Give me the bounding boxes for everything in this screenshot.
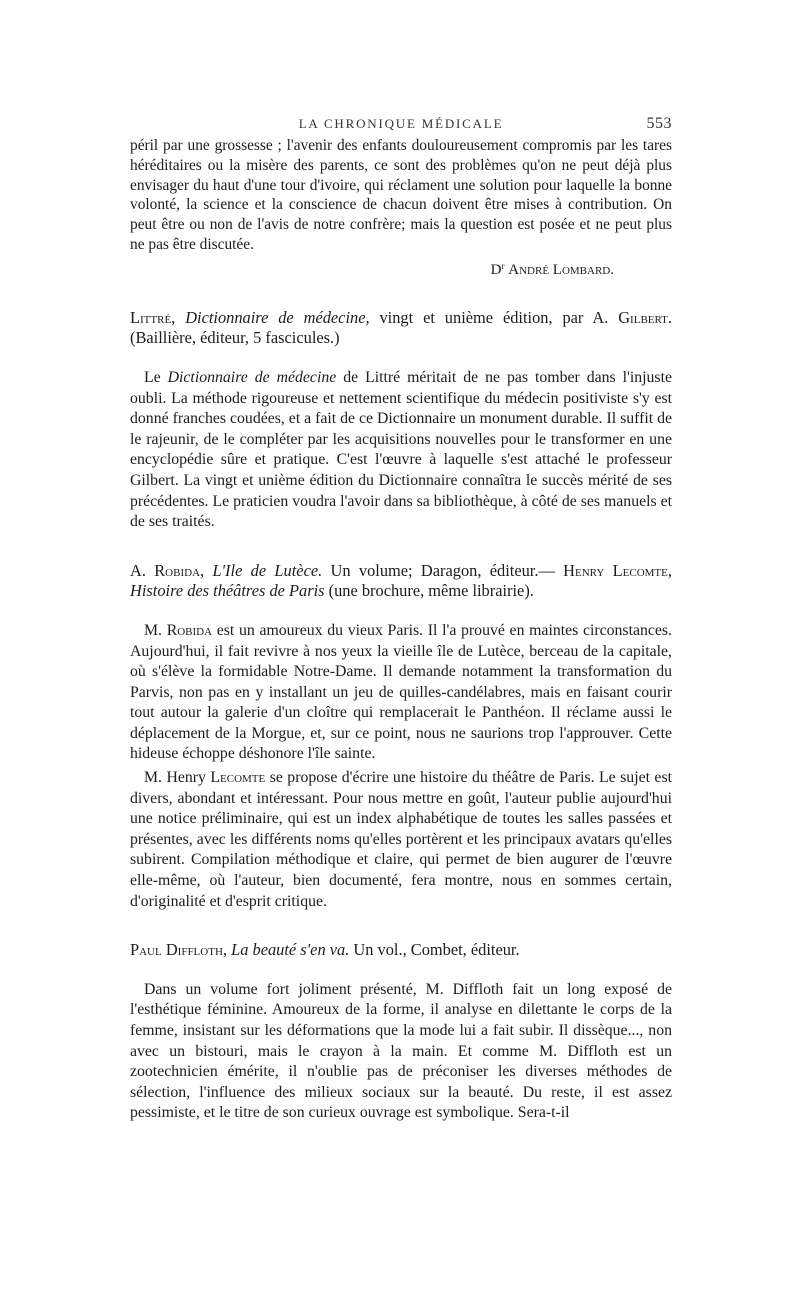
- body-work-title: Dictionnaire de médecine: [167, 368, 337, 386]
- review-publisher: . (Baillière, éditeur, 5 fascicules.): [130, 307, 672, 348]
- page-number: 553: [646, 115, 672, 132]
- review-title-theatres: Histoire des théâtres de Paris: [130, 581, 325, 601]
- review-body-lecomte: [130, 768, 672, 912]
- review-heading-diffloth: [130, 940, 672, 961]
- continued-paragraph: péril par une grossesse ; l'avenir des enfants douloureusement compromis par les tares héréditaires ou la misère des parents, ce sont des problèmes qu'on ne peut déjà plus envisager du haut d'une tour d'ivoire, qui réclament une solution pour laquelle la bonne volonté, la science et la conscience de chacun doivent être mises à contribution. On peut être ou non de l'avis de notre confrère; mais la question est posée et ne peut plus ne pas être discutée.: [130, 137, 672, 253]
- review-heading-robida: [130, 561, 672, 602]
- signature-title-sup: r: [501, 260, 505, 271]
- review-publisher-diffloth: Un vol., Combet, éditeur.: [349, 940, 520, 960]
- body-text: de Littré méritait de ne pas tomber dans l'injuste oubli. La méthode rigoureuse et nettement scientifique du médecin positiviste s'y est donné franches coudées, et a fait de ce Dictionnaire un monument durable. Il suffit de le rajeunir, de le compléter par les acquisitions nouvelles pour le transformer en une encyclopédie sûre et pratique. C'est l'œuvre à laquelle s'est attaché le professeur Gilbert. La vingt et unième édition du Dictionnaire connaîtra le succès mérité de ses précédentes. Le praticien voudra l'avoir dans sa bibliothèque, à côté de ses manuels et de ses traités.: [130, 368, 672, 531]
- review-author-lecomte: Henry Lecomte,: [563, 560, 672, 580]
- body-name-robida: Robida: [166, 621, 213, 639]
- review-heading-littre: [130, 308, 672, 349]
- review-title-beaute: La beauté s'en va.: [231, 940, 350, 960]
- body-text-robida: est un amoureux du vieux Paris. Il l'a prouvé en maintes circonstances. Aujourd'hui, il fait revivre à nos yeux la vieille île de Lutèce, berceau de la capitale, où s'élève la formidable Notre-Dame. Il demande notamment la transformation du Parvis, non pas en y installant un jeu de quilles-candélabres, mais en faisant courir tout autour la galerie d'un cloître qui remplacerait le Panthéon. Il réclame aussi le déplacement de la Morgue, et, sur ce point, nous ne saurions trop l'approuver. Cette hideuse échoppe déshonore l'île sainte.: [130, 621, 672, 763]
- page: [130, 112, 672, 1124]
- review-initial: A.: [130, 560, 155, 580]
- signature: [130, 256, 672, 280]
- review-author-robida: Robida,: [154, 560, 205, 580]
- running-head: [130, 112, 672, 136]
- review-publisher-robida: Un volume; Daragon, éditeur.—: [322, 560, 564, 580]
- body-name-lecomte: Lecomte: [210, 769, 266, 787]
- review-editor: Gilbert: [618, 307, 668, 327]
- signature-title: D: [490, 261, 502, 278]
- review-body-littre: [130, 368, 672, 533]
- body-text-start: Le: [144, 368, 168, 386]
- body-prefix: M.: [144, 621, 167, 639]
- review-title-lutece: L'Ile de Lutèce.: [212, 560, 323, 580]
- signature-name: André Lombard.: [508, 261, 614, 278]
- body-text-lecomte: se propose d'écrire une histoire du théâtre de Paris. Le sujet est divers, abondant et intéressant. Pour nous mettre en goût, l'auteur publie aujourd'hui une notice préliminaire, qui est un index alphabétique de toutes les salles passées et présentes, avec les différents noms qu'elles portèrent et les principaux avatars qu'elles subirent. Compilation méthodique et claire, qui permet de bien augurer de l'œuvre elle-même, où l'auteur, bien documenté, fera montre, nous en sommes certain, d'originalité et d'esprit critique.: [130, 769, 672, 910]
- body-prefix-lecomte: M. Henry: [144, 769, 211, 787]
- review-body-robida: [130, 621, 672, 765]
- journal-title: LA CHRONIQUE MÉDICALE: [298, 116, 504, 131]
- review-edition: vingt et unième édition, par A.: [369, 307, 619, 327]
- review-author-diffloth: Paul Diffloth,: [130, 940, 227, 960]
- review-publisher-lecomte: (une brochure, même librairie).: [324, 581, 534, 601]
- review-author: Littré,: [130, 307, 176, 327]
- review-body-diffloth: Dans un volume fort joliment présenté, M. Diffloth fait un long exposé de l'esthétique féminine. Amoureux de la forme, il analyse en dilettante le corps de la femme, insistant sur les déformations que la mode lui a fait subir. Il dissèque..., non avec un bistouri, mais le crayon à la main. Et comme M. Diffloth est un zootechnicien émérite, il n'oublie pas de préconiser les diverses méthodes de sélection, l'influence des milieux sociaux sur la beauté. Du reste, il est assez pessimiste, et le titre de son curieux ouvrage est symbolique. Sera-t-il: [130, 980, 672, 1122]
- review-work-title: Dictionnaire de médecine,: [185, 307, 370, 327]
